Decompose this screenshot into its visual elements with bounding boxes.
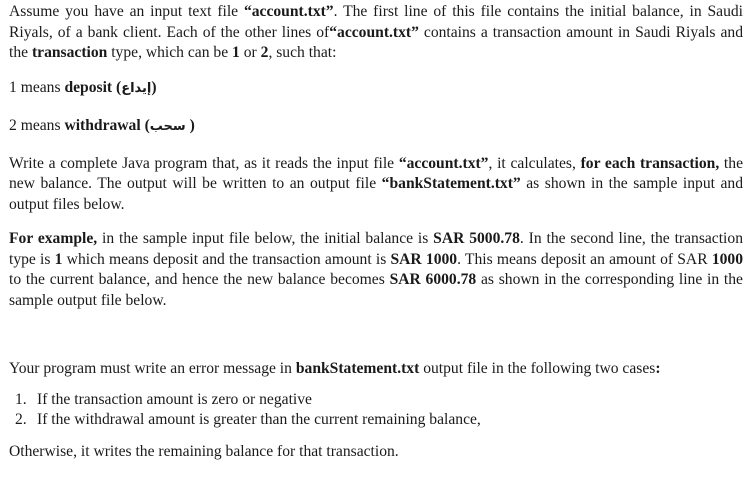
intro-text-6: , such that: [268, 44, 337, 61]
example-text-1: in the sample input file below, the initial balance is [97, 230, 434, 247]
example-text-5: to the current balance, and hence the new balance becomes [9, 271, 390, 288]
example-text-6: as shown in the corresponding line in the sample output file below. [9, 271, 743, 309]
example-text-4: . This means deposit an amount of SAR [457, 250, 712, 268]
deposit-amount-value: 1000 [711, 250, 743, 268]
task-text-2: , it calculates, [488, 154, 581, 172]
deposit-paren-open: ( [112, 78, 122, 96]
transaction-keyword: transaction [31, 44, 108, 61]
document-body [9, 2, 743, 462]
example-text-2: . In the second line, the transaction type is [9, 230, 743, 268]
task-paragraph [9, 154, 743, 216]
output-file-name: “bankStatement.txt” [381, 175, 521, 192]
account-file-name-2: “account.txt” [329, 23, 419, 41]
transaction-amount-value: SAR 1000 [390, 250, 458, 268]
list-item-text: If the transaction amount is zero or negative [37, 390, 312, 408]
deposit-word: deposit [64, 78, 113, 96]
intro-text-2: . The first line of this file contains the initial balance, in Saudi Riyals, of a bank client. Each of the other lines of [9, 3, 743, 41]
intro-text-3: contains a transaction amount in Saudi Riyals and the [9, 23, 744, 61]
intro-text-1: Assume you have an input text file [9, 3, 244, 20]
otherwise-paragraph [9, 442, 743, 463]
error-cases-list [9, 390, 743, 430]
example-text-3: which means deposit and the transaction amount is [62, 250, 391, 268]
list-item-number: 1. [15, 390, 27, 408]
withdrawal-arabic: سحب [149, 119, 186, 134]
task-text-4: as shown in the sample input and output files below. [9, 175, 744, 213]
task-text-3: the new balance. The output will be written to an output file [9, 154, 743, 192]
deposit-paren-close: ) [151, 78, 157, 96]
intro-paragraph [9, 2, 743, 64]
input-file-name: “account.txt” [398, 154, 489, 172]
errors-text-1: Your program must write an error message in [9, 360, 296, 377]
intro-text-4: type, which can be [107, 44, 233, 61]
transaction-type-value: 1 [54, 250, 63, 268]
initial-balance-value: SAR 5000.78 [433, 230, 520, 247]
deposit-definition [9, 78, 743, 100]
withdrawal-paren-close: ) [185, 117, 195, 134]
deposit-prefix: 1 means [9, 78, 65, 96]
errors-text-2: output file in the following two cases [419, 360, 656, 377]
account-file-name: “account.txt” [243, 3, 334, 20]
example-lead: For example, [9, 230, 98, 247]
withdrawal-paren-open: ( [140, 117, 150, 134]
for-each-transaction: for each transaction, [580, 154, 720, 172]
list-item [9, 390, 743, 410]
type-two: 2 [260, 44, 269, 61]
task-text-1: Write a complete Java program that, as it reads the input file [9, 154, 399, 172]
withdrawal-word: withdrawal [64, 117, 141, 134]
withdrawal-prefix: 2 means [9, 117, 65, 134]
deposit-arabic: إيداع [121, 80, 152, 96]
intro-text-5: or [239, 44, 261, 61]
otherwise-text: Otherwise, it writes the remaining balance for that transaction. [9, 442, 399, 460]
new-balance-value: SAR 6000.78 [389, 271, 477, 288]
example-paragraph [9, 229, 743, 311]
list-item-number: 2. [15, 410, 27, 428]
list-item [9, 410, 743, 430]
errors-paragraph [9, 359, 743, 380]
bank-statement-file-name: bankStatement.txt [295, 360, 420, 377]
list-item-text: If the withdrawal amount is greater than the current remaining balance, [37, 410, 481, 428]
type-one: 1 [232, 44, 240, 61]
errors-colon: : [655, 360, 661, 377]
withdrawal-definition [9, 116, 743, 138]
